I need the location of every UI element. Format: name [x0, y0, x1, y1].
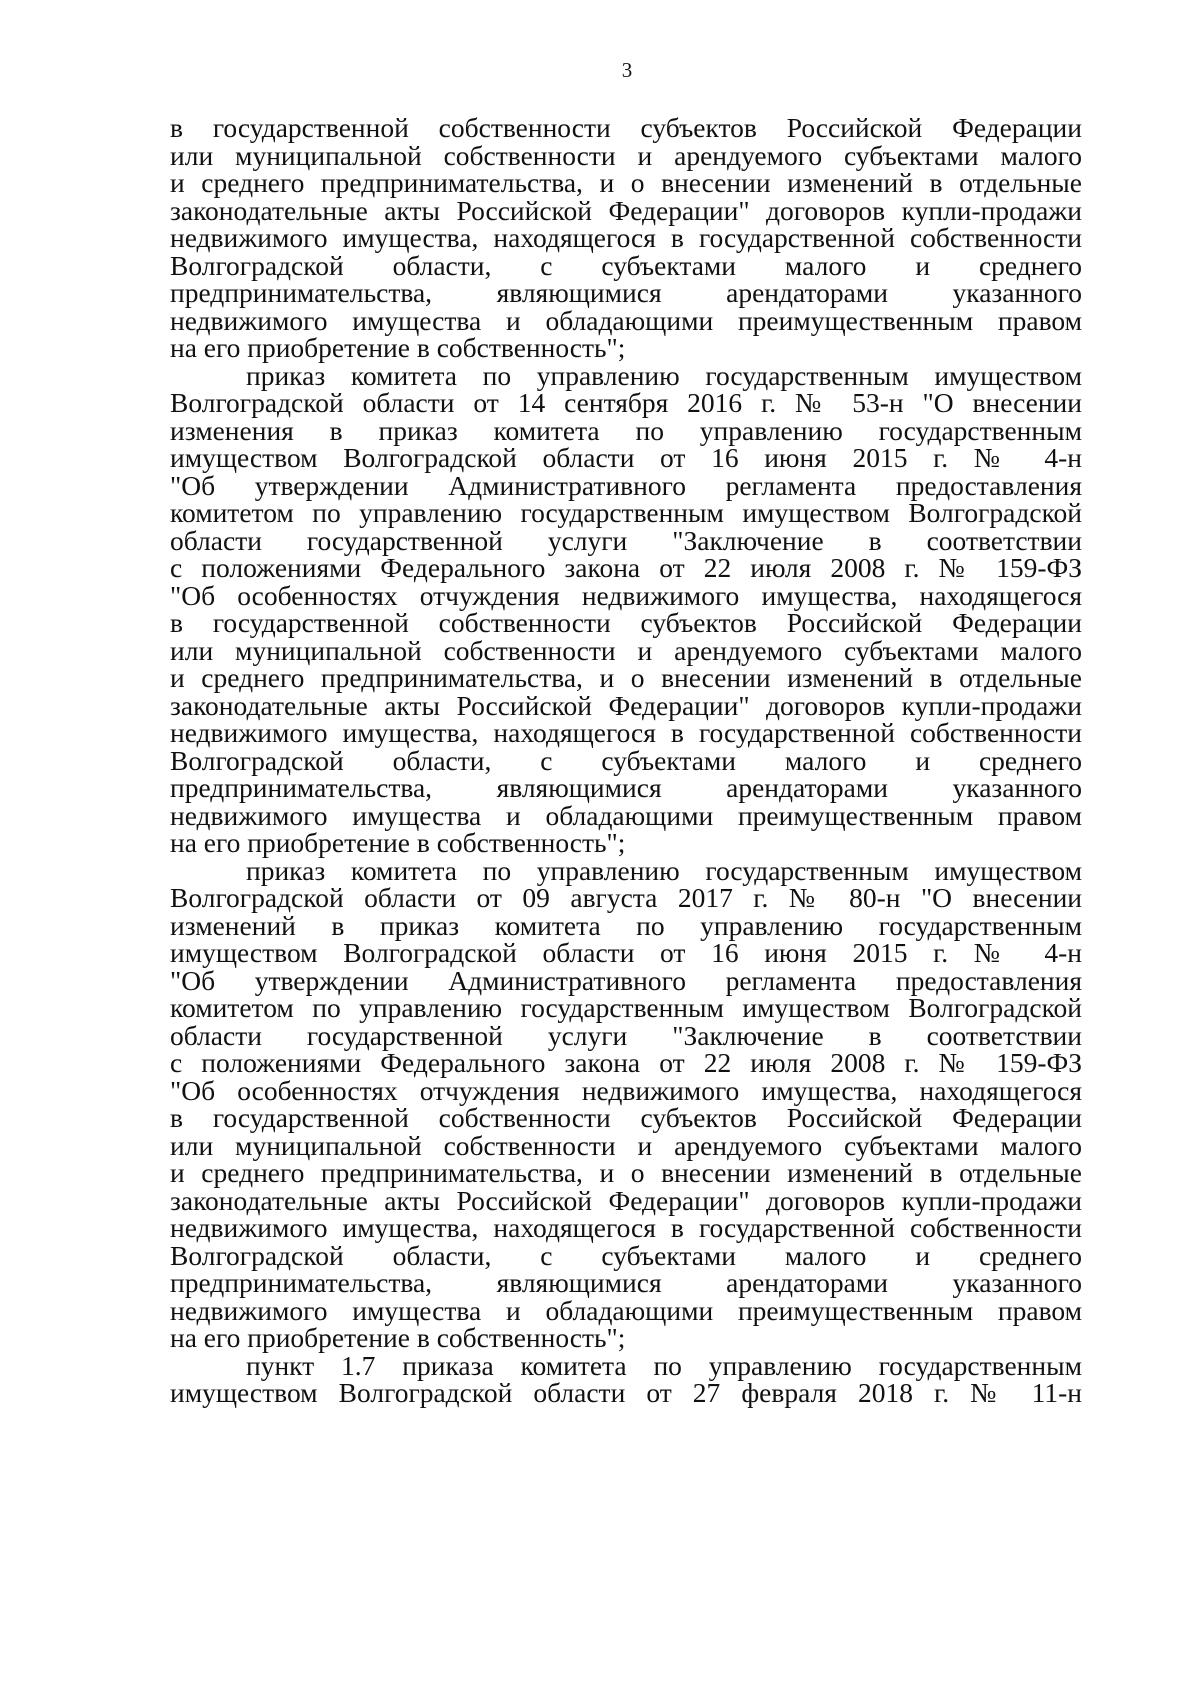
text-line: с положениями Федерального закона от 22 июля 2008 г. № 159-ФЗ: [170, 552, 1082, 583]
text-line: в государственной собственности субъектов Российской Федерации: [170, 607, 1082, 638]
text-line: недвижимого имущества и обладающими преимущественным правом: [170, 1294, 1082, 1326]
text-line: имуществом Волгоградской области от 16 июня 2015 г. № 4-н: [170, 442, 1082, 473]
text-line: законодательные акты Российской Федерации" договоров купли-продажи: [170, 194, 1082, 226]
text-line: комитетом по управлению государственным имуществом Волгоградской: [170, 497, 1082, 528]
text-line: изменения в приказ комитета по управлению государственным: [170, 414, 1082, 446]
text-line: недвижимого имущества, находящегося в государственной собственности: [170, 1212, 1082, 1243]
text-line: недвижимого имущества, находящегося в государственной собственности: [170, 222, 1082, 253]
text-line: "Об утверждении Административного регламента предоставления: [170, 469, 1082, 501]
text-line: приказ комитета по управлению государственным имуществом: [246, 854, 1082, 886]
text-line: области государственной услуги "Заключение в соответствии: [170, 1019, 1082, 1051]
text-line: предпринимательства, являющимися арендаторами указанного: [170, 772, 1082, 803]
document-body: [170, 114, 1082, 1407]
text-line: предпринимательства, являющимися арендаторами указанного: [170, 1267, 1082, 1298]
text-line: с положениями Федерального закона от 22 июля 2008 г. № 159-ФЗ: [170, 1047, 1082, 1078]
text-line: или муниципальной собственности и арендуемого субъектами малого: [170, 139, 1082, 171]
text-line: Волгоградской области от 14 сентября 2016 г. № 53-н "О внесении: [170, 387, 1082, 418]
text-line: пункт 1.7 приказа комитета по управлению государственным: [246, 1349, 1082, 1381]
text-line: "Об особенностях отчуждения недвижимого имущества, находящегося: [170, 1074, 1082, 1106]
text-line: имуществом Волгоградской области от 27 февраля 2018 г. № 11-н: [170, 1377, 1082, 1408]
text-line: предпринимательства, являющимися арендаторами указанного: [170, 277, 1082, 308]
text-line: и среднего предпринимательства, и о внесении изменений в отдельные: [170, 1157, 1082, 1188]
text-line: законодательные акты Российской Федерации" договоров купли-продажи: [170, 689, 1082, 721]
text-line: в государственной собственности субъектов Российской Федерации: [170, 112, 1082, 143]
text-line: Волгоградской области, с субъектами малого и среднего: [170, 1239, 1082, 1271]
text-line: имуществом Волгоградской области от 16 июня 2015 г. № 4-н: [170, 937, 1082, 968]
text-line: или муниципальной собственности и арендуемого субъектами малого: [170, 1129, 1082, 1161]
text-line: недвижимого имущества и обладающими преимущественным правом: [170, 799, 1082, 831]
paragraph: [170, 359, 1082, 858]
text-line: и среднего предпринимательства, и о внесении изменений в отдельные: [170, 167, 1082, 198]
text-line: Волгоградской области от 09 августа 2017 г. № 80-н "О внесении: [170, 882, 1082, 913]
text-line: недвижимого имущества, находящегося в государственной собственности: [170, 717, 1082, 748]
text-line: на его приобретение в собственность";: [170, 332, 626, 363]
text-line: области государственной услуги "Заключение в соответствии: [170, 524, 1082, 556]
text-line: комитетом по управлению государственным имуществом Волгоградской: [170, 992, 1082, 1023]
paragraph: [170, 1349, 1082, 1408]
paragraph: [170, 854, 1082, 1353]
text-line: на его приобретение в собственность";: [170, 827, 626, 858]
text-line: в государственной собственности субъектов Российской Федерации: [170, 1102, 1082, 1133]
text-line: приказ комитета по управлению государственным имуществом: [246, 359, 1082, 391]
paragraph: [170, 114, 1082, 362]
text-line: "Об утверждении Административного регламента предоставления: [170, 964, 1082, 996]
text-line: или муниципальной собственности и арендуемого субъектами малого: [170, 634, 1082, 666]
text-line: на его приобретение в собственность";: [170, 1322, 626, 1353]
text-line: недвижимого имущества и обладающими преимущественным правом: [170, 304, 1082, 336]
text-line: и среднего предпринимательства, и о внесении изменений в отдельные: [170, 662, 1082, 693]
text-line: Волгоградской области, с субъектами малого и среднего: [170, 744, 1082, 776]
text-line: Волгоградской области, с субъектами малого и среднего: [170, 249, 1082, 281]
text-line: "Об особенностях отчуждения недвижимого имущества, находящегося: [170, 579, 1082, 611]
text-line: законодательные акты Российской Федерации" договоров купли-продажи: [170, 1184, 1082, 1216]
text-line: изменений в приказ комитета по управлению государственным: [170, 909, 1082, 941]
page-number: 3: [621, 58, 633, 82]
